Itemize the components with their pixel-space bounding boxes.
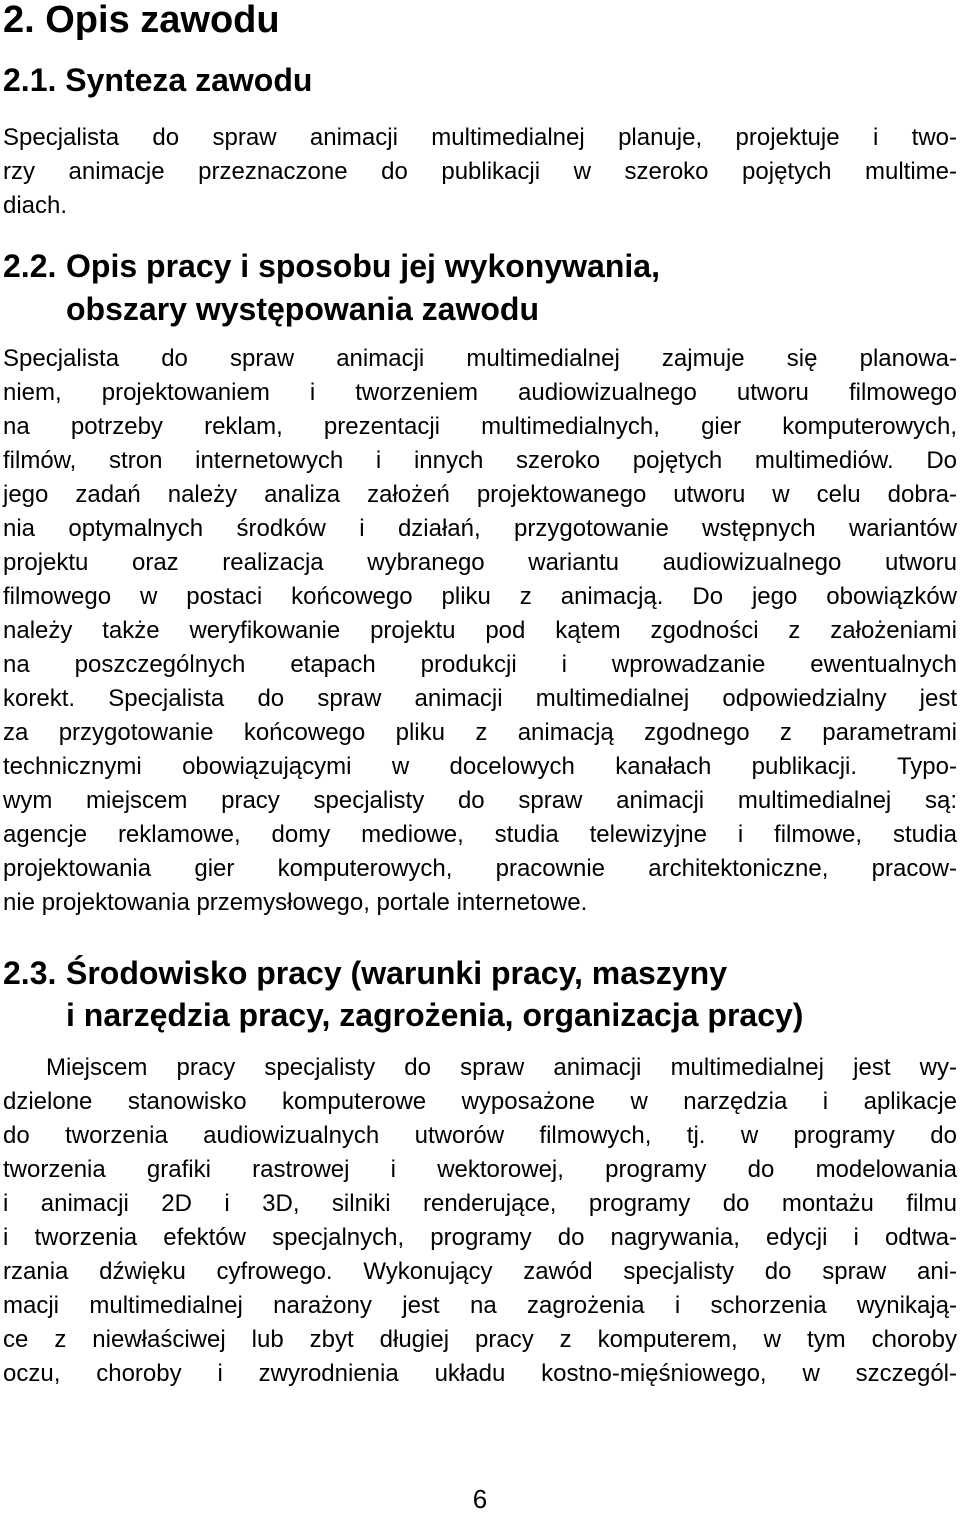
paragraph-line: niem, projektowaniem i tworzeniem audiowizualnego utworu filmowego [3,379,957,406]
paragraph-line: na poszczególnych etapach produkcji i wprowadzanie ewentualnych [3,651,957,678]
paragraph-line: oczu, choroby i zwyrodnienia układu kostno-mięśniowego, w szczegól- [3,1360,957,1387]
section-title-line-2: i narzędzia pracy, zagrożenia, organizacja pracy) [66,997,804,1033]
paragraph-line: nie projektowania przemysłowego, portale internetowe. [3,889,588,916]
section-title-line-1: Środowisko pracy (warunki pracy, maszyny [66,955,727,991]
section-title-line-1: Opis pracy i sposobu jej wykonywania, [66,248,660,284]
section-title: Synteza zawodu [65,62,313,98]
section-heading-2-3 [0,951,960,1041]
paragraph-line: korekt. Specjalista do spraw animacji multimedialnej odpowiedzialny jest [3,685,957,712]
section-number: 2.2. [3,248,57,284]
chapter-title: 2. Opis zawodu [3,0,280,41]
paragraph-line: Specjalista do spraw animacji multimedialnej zajmuje się planowa- [3,345,957,372]
paragraph-line: technicznymi obowiązującymi w docelowych kanałach publikacji. Typo- [3,753,957,780]
section-2-3-paragraph [3,1051,957,1391]
paragraph-line: ce z niewłaściwej lub zbyt długiej pracy z komputerem, w tym choroby [3,1326,957,1353]
section-2-1-paragraph [3,121,957,223]
section-title-line-2: obszary występowania zawodu [66,291,539,327]
paragraph-line: Specjalista do spraw animacji multimedialnej planuje, projektuje i two- [3,124,957,151]
page-number: 6 [472,1484,488,1514]
paragraph-line: i animacji 2D i 3D, silniki renderujące, programy do montażu filmu [3,1190,957,1217]
paragraph-line: filmowego w postaci końcowego pliku z animacją. Do jego obowiązków [3,583,957,610]
paragraph-line: tworzenia grafiki rastrowej i wektorowej, programy do modelowania [3,1156,957,1183]
paragraph-line: macji multimedialnej narażony jest na zagrożenia i schorzenia wynikają- [3,1292,957,1319]
paragraph-line: i tworzenia efektów specjalnych, programy do nagrywania, edycji i odtwa- [3,1224,957,1251]
section-heading-2-2 [0,244,960,334]
paragraph-line: rzania dźwięku cyfrowego. Wykonujący zawód specjalisty do spraw ani- [3,1258,957,1285]
paragraph-line: projektowania gier komputerowych, pracownie architektoniczne, pracow- [3,855,957,882]
paragraph-line: do tworzenia audiowizualnych utworów filmowych, tj. w programy do [3,1122,957,1149]
paragraph-line: diach. [3,192,68,219]
paragraph-line: filmów, stron internetowych i innych szeroko pojętych multimediów. Do [3,447,957,474]
paragraph-line: nia optymalnych środków i działań, przygotowanie wstępnych wariantów [3,515,957,542]
paragraph-line: agencje reklamowe, domy mediowe, studia telewizyjne i filmowe, studia [3,821,957,848]
paragraph-line: należy także weryfikowanie projektu pod kątem zgodności z założeniami [3,617,957,644]
section-number: 2.1. [3,62,57,98]
paragraph-line: za przygotowanie końcowego pliku z animacją zgodnego z parametrami [3,719,957,746]
paragraph-line: na potrzeby reklam, prezentacji multimedialnych, gier komputerowych, [3,413,957,440]
paragraph-line: wym miejscem pracy specjalisty do spraw animacji multimedialnej są: [3,787,957,814]
paragraph-line: jego zadań należy analiza założeń projektowanego utworu w celu dobra- [3,481,957,508]
paragraph-line: rzy animacje przeznaczone do publikacji w szeroko pojętych multime- [3,158,957,185]
section-heading-2-1 [3,58,312,102]
paragraph-line: dzielone stanowisko komputerowe wyposażone w narzędzia i aplikacje [3,1088,957,1115]
paragraph-line: projektu oraz realizacja wybranego wariantu audiowizualnego utworu [3,549,957,576]
section-2-2-paragraph [3,342,957,920]
section-number: 2.3. [3,955,57,991]
paragraph-line: Miejscem pracy specjalisty do spraw animacji multimedialnej jest wy- [46,1054,957,1081]
